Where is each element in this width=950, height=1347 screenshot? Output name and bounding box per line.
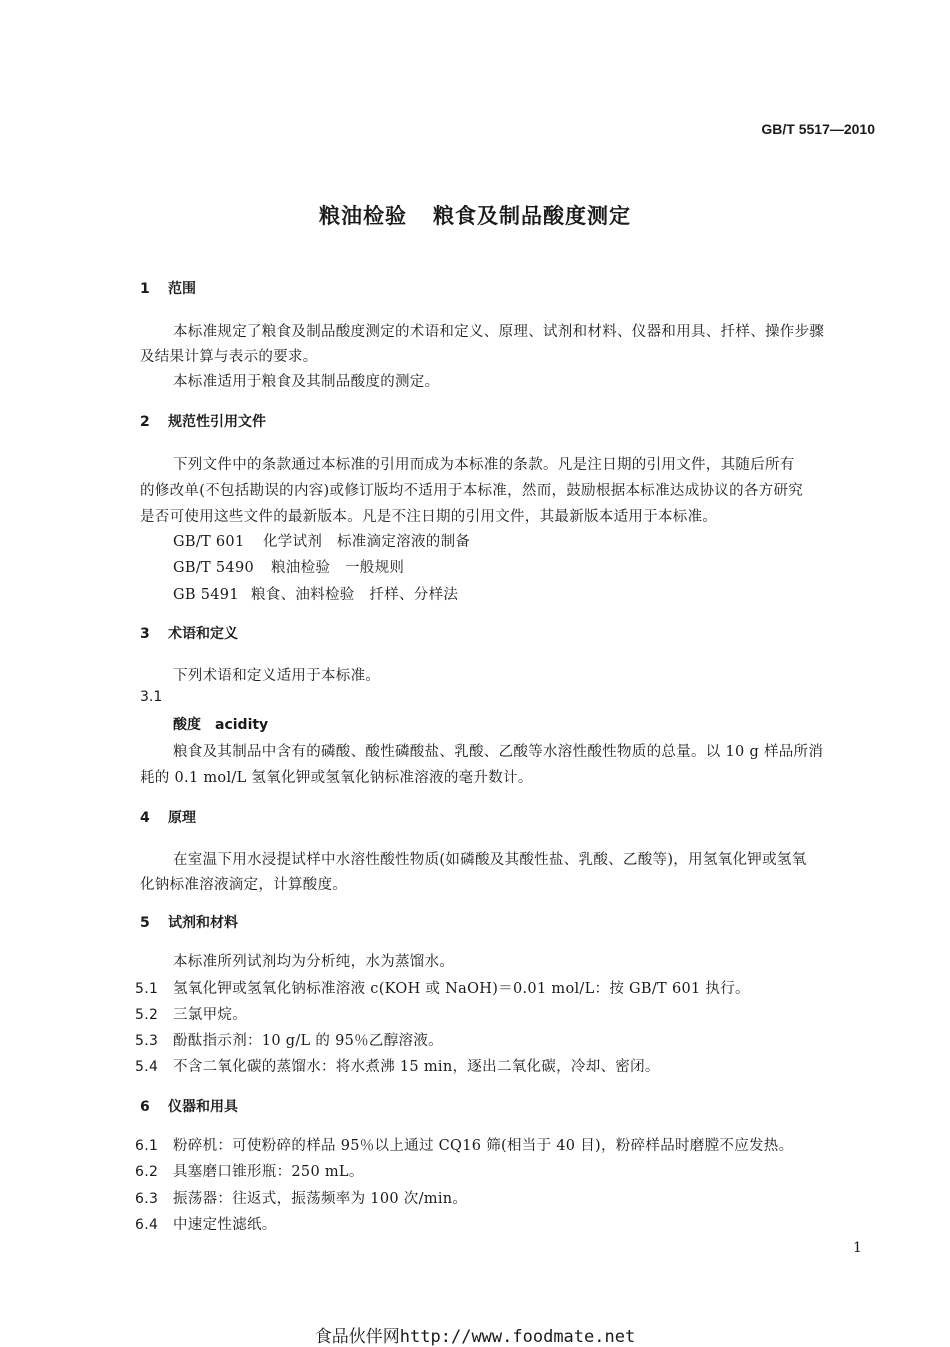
- reference-code: GB 5491: [173, 587, 239, 603]
- reference-title: 粮油检验 一般规则: [271, 560, 405, 576]
- list-item: [135, 1213, 277, 1234]
- paragraph: 本标准适用于粮食及其制品酸度的测定。: [173, 374, 440, 390]
- reference-title: 化学试剂 标准滴定溶液的制备: [263, 534, 471, 550]
- section-number: 3: [140, 626, 150, 642]
- section-2-heading: [140, 411, 266, 431]
- section-number: 6: [140, 1099, 150, 1115]
- paragraph: 本标准所列试剂均为分析纯，水为蒸馏水。: [173, 954, 455, 970]
- reference-item: [173, 556, 404, 577]
- list-item: [135, 1055, 660, 1076]
- title-part-2: 粮食及制品酸度测定: [433, 204, 631, 228]
- item-number: 6.1: [135, 1138, 159, 1154]
- item-number: 5.2: [135, 1007, 159, 1023]
- footer-watermark[interactable]: 食品伙伴网http://www.foodmate.net: [314, 1327, 636, 1347]
- paragraph: 化钠标准溶液滴定，计算酸度。: [140, 877, 348, 893]
- item-text: 不含二氧化碳的蒸馏水：将水煮沸 15 min，逐出二氧化碳，冷却、密闭。: [173, 1059, 660, 1075]
- section-title: 术语和定义: [168, 626, 238, 642]
- item-text: 中速定性滤纸。: [173, 1217, 277, 1233]
- section-title: 范围: [168, 281, 196, 297]
- list-item: [135, 1134, 793, 1155]
- paragraph: 下列文件中的条款通过本标准的引用而成为本标准的条款。凡是注日期的引用文件，其随后所有: [173, 457, 795, 473]
- section-title: 规范性引用文件: [168, 414, 266, 430]
- item-text: 酚酞指示剂：10 g/L 的 95％乙醇溶液。: [173, 1033, 443, 1049]
- list-item: [135, 1160, 364, 1181]
- paragraph: 本标准规定了粮食及制品酸度测定的术语和定义、原理、试剂和材料、仪器和用具、扦样、操作步骤: [173, 324, 825, 340]
- section-number: 2: [140, 414, 150, 430]
- term-definition: 耗的 0.1 mol/L 氢氧化钾或氢氧化钠标准溶液的毫升数计。: [140, 770, 533, 786]
- list-item: [135, 977, 750, 998]
- item-number: 6.4: [135, 1217, 159, 1233]
- section-3-heading: [140, 623, 238, 643]
- section-4-heading: [140, 807, 196, 827]
- document-title: [0, 200, 950, 230]
- reference-title: 粮食、油料检验 扦样、分样法: [251, 587, 459, 603]
- item-number: 6.2: [135, 1164, 159, 1180]
- section-6-heading: [140, 1096, 238, 1116]
- title-part-1: 粮油检验: [319, 204, 407, 228]
- term-definition: 粮食及其制品中含有的磷酸、酸性磷酸盐、乳酸、乙酸等水溶性酸性物质的总量。以 10 g 样品所消: [173, 744, 824, 760]
- reference-item: [173, 530, 470, 551]
- list-item: [135, 1029, 443, 1050]
- item-text: 具塞磨口锥形瓶：250 mL。: [173, 1164, 364, 1180]
- section-1-heading: [140, 278, 196, 298]
- page-number: 1: [853, 1240, 862, 1256]
- item-number: 6.3: [135, 1191, 159, 1207]
- section-5-heading: [140, 912, 238, 932]
- section-number: 4: [140, 810, 150, 826]
- reference-code: GB/T 601: [173, 534, 245, 550]
- section-title: 试剂和材料: [168, 915, 238, 931]
- paragraph: 在室温下用水浸提试样中水溶性酸性物质(如磷酸及其酸性盐、乳酸、乙酸等)，用氢氧化钾或氢氧: [173, 852, 807, 868]
- item-text: 氢氧化钾或氢氧化钠标准溶液 c(KOH 或 NaOH)＝0.01 mol/L：按 GB/T 601 执行。: [173, 981, 750, 997]
- list-item: [135, 1003, 247, 1024]
- standard-code: GB/T 5517—2010: [761, 121, 875, 137]
- item-number: 5.3: [135, 1033, 159, 1049]
- section-title: 仪器和用具: [168, 1099, 238, 1115]
- subclause-number: 3.1: [140, 689, 163, 705]
- paragraph: 及结果计算与表示的要求。: [140, 349, 318, 365]
- paragraph: 的修改单(不包括勘误的内容)或修订版均不适用于本标准，然而，鼓励根据本标准达成协议的各方研究: [140, 483, 804, 499]
- item-text: 振荡器：往返式，振荡频率为 100 次/min。: [173, 1191, 468, 1207]
- list-item: [135, 1187, 467, 1208]
- section-title: 原理: [168, 810, 196, 826]
- section-number: 5: [140, 915, 150, 931]
- paragraph: 下列术语和定义适用于本标准。: [173, 668, 381, 684]
- term-entry: 酸度 acidity: [173, 717, 269, 733]
- reference-code: GB/T 5490: [173, 560, 255, 576]
- item-text: 三氯甲烷。: [173, 1007, 247, 1023]
- section-number: 1: [140, 281, 150, 297]
- item-text: 粉碎机：可使粉碎的样品 95％以上通过 CQ16 筛(相当于 40 目)，粉碎样品时磨膛不应发热。: [173, 1138, 794, 1154]
- item-number: 5.1: [135, 981, 159, 997]
- paragraph: 是否可使用这些文件的最新版本。凡是不注日期的引用文件，其最新版本适用于本标准。: [140, 509, 718, 525]
- reference-item: [173, 583, 458, 604]
- item-number: 5.4: [135, 1059, 159, 1075]
